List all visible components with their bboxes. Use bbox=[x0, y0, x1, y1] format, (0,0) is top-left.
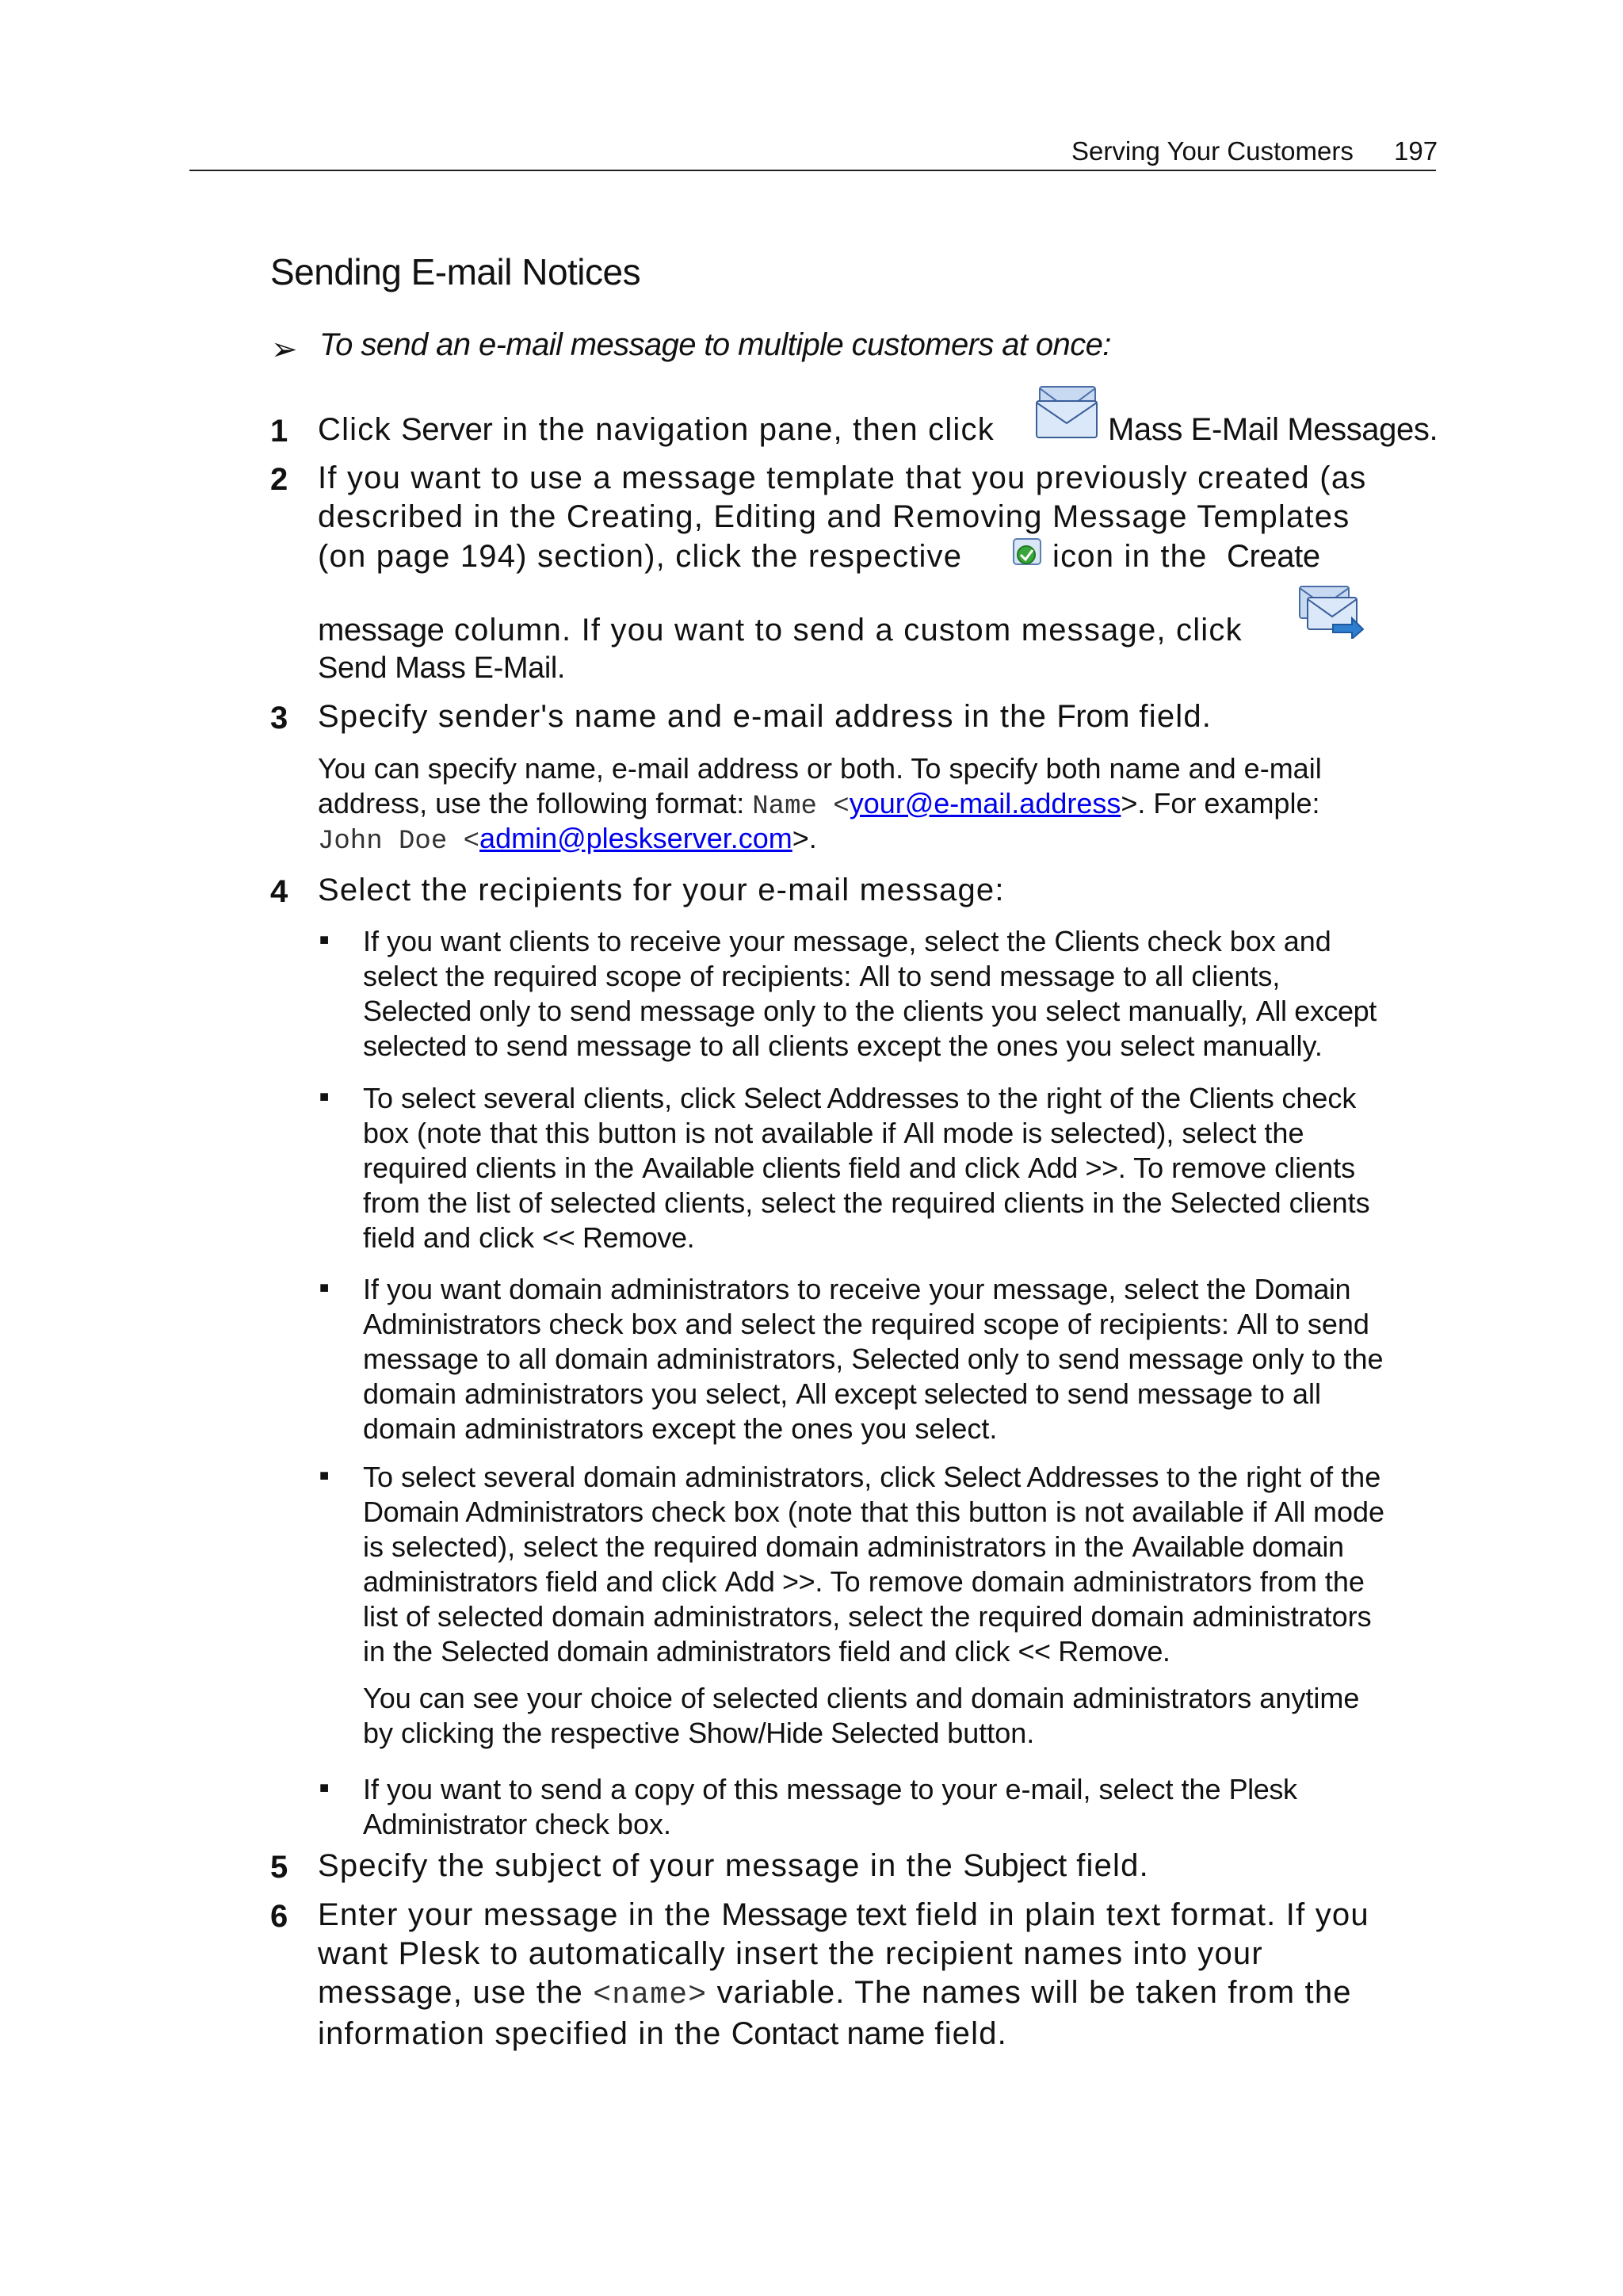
step-text: Click bbox=[318, 412, 401, 447]
bullet-line: by clicking the respective Show/Hide Selected button. bbox=[363, 1717, 1035, 1749]
bullet-plesk-admin bbox=[363, 1772, 1441, 1842]
send-mass-email-icon[interactable] bbox=[1296, 583, 1365, 639]
step-2-line: If you want to use a message template that you previously created (as bbox=[318, 460, 1367, 495]
bullet-line: required clients in the Available clients field and click Add >>. To remove clients bbox=[363, 1152, 1356, 1184]
step-number: 5 bbox=[270, 1850, 288, 1885]
bullet-select-domain-admins bbox=[363, 1460, 1441, 1669]
show-hide-note bbox=[363, 1681, 1441, 1751]
step-6 bbox=[318, 1896, 1443, 2053]
bullet-line: Administrators check box and select the required scope of recipients: All to send bbox=[363, 1308, 1369, 1340]
bullet-line: To select several domain administrators, click Select Addresses to the right of the bbox=[363, 1461, 1381, 1493]
step-3-note-line bbox=[318, 821, 1443, 859]
bullet-line: domain administrators you select, All except selected to send message to all bbox=[363, 1377, 1322, 1410]
header-rule bbox=[189, 170, 1436, 171]
step-number: 6 bbox=[270, 1899, 288, 1934]
step-number: 2 bbox=[270, 462, 288, 497]
bullet-line: To select several clients, click Select Addresses to the right of the Clients check bbox=[363, 1082, 1357, 1114]
bullet-line: You can see your choice of selected clients and domain administrators anytime bbox=[363, 1682, 1360, 1714]
bullet-line: in the Selected domain administrators field and click << Remove. bbox=[363, 1635, 1170, 1668]
bullet-line: from the list of selected clients, select the required clients in the Selected clients bbox=[363, 1186, 1370, 1219]
bullet-line: message to all domain administrators, Selected only to send message only to the bbox=[363, 1343, 1384, 1375]
example-email-link[interactable]: admin@pleskserver.com bbox=[479, 822, 792, 854]
step-2-line: (on page 194) section), click the respective bbox=[318, 539, 963, 574]
step-number: 3 bbox=[270, 701, 288, 735]
use-template-icon[interactable] bbox=[1010, 536, 1045, 571]
step-2-line: icon in the bbox=[1052, 539, 1208, 574]
format-email-link[interactable]: your@e-mail.address bbox=[849, 787, 1121, 819]
ui-term: Server bbox=[400, 412, 493, 447]
example-code: John Doe < bbox=[318, 827, 480, 857]
step-text: in the navigation pane, then click bbox=[492, 412, 995, 447]
send-mass-email-term: Send Mass E-Mail. bbox=[318, 651, 566, 685]
page-number: 197 bbox=[1394, 136, 1438, 166]
bullet-line: box (note that this button is not available if All mode is selected), select the bbox=[363, 1117, 1304, 1149]
step-2-line bbox=[318, 611, 1443, 650]
bullet-line: field and click << Remove. bbox=[363, 1221, 695, 1254]
bullet-marker: ■ bbox=[319, 1088, 330, 1106]
bullet-line: Domain Administrators check box (note that this button is not available if All mode bbox=[363, 1496, 1385, 1528]
note-text: address, use the following format: bbox=[318, 787, 753, 819]
note-text: >. bbox=[792, 822, 817, 854]
task-arrow-icon: ➢ bbox=[271, 332, 298, 367]
bullet-line: list of selected domain administrators, select the required domain administrators bbox=[363, 1600, 1372, 1633]
create-message-term: Create bbox=[1227, 539, 1320, 574]
step-3-note-line bbox=[318, 786, 1443, 824]
bullet-line: If you want to send a copy of this message to your e-mail, select the Plesk bbox=[363, 1773, 1297, 1805]
step-3 bbox=[318, 697, 1443, 736]
step-number: 4 bbox=[270, 874, 288, 909]
bullet-line: Administrator check box. bbox=[363, 1808, 671, 1840]
step-line: want Plesk to automatically insert the recipient names into your bbox=[318, 1936, 1263, 1971]
ui-term: message bbox=[318, 613, 445, 648]
bullet-line: is selected), select the required domain administrators in the Available domain bbox=[363, 1530, 1344, 1563]
bullet-marker: ■ bbox=[319, 1279, 330, 1297]
running-header-section: Serving Your Customers bbox=[1071, 136, 1354, 166]
task-heading: To send an e-mail message to multiple customers at once: bbox=[319, 327, 1111, 362]
step-2-line: described in the Creating, Editing and Removing Message Templates bbox=[318, 499, 1350, 534]
bullet-select-clients bbox=[363, 1081, 1441, 1255]
step-line: message, use the <name> variable. The names will be taken from the bbox=[318, 1975, 1352, 2012]
note-text: >. For example: bbox=[1121, 787, 1320, 819]
format-code: Name < bbox=[752, 792, 850, 822]
step-text: Specify the subject of your message in the bbox=[318, 1848, 964, 1883]
bullet-line: domain administrators except the ones you select. bbox=[363, 1412, 998, 1445]
step-number: 1 bbox=[270, 414, 288, 449]
bullet-line: Selected only to send message only to the clients you select manually, All except bbox=[363, 995, 1377, 1027]
step-line: Enter your message in the Message text field in plain text format. If you bbox=[318, 1897, 1369, 1932]
section-title: Sending E-mail Notices bbox=[270, 251, 641, 292]
step-3-note-line: You can specify name, e-mail address or both. To specify both name and e-mail bbox=[318, 752, 1322, 785]
bullet-marker: ■ bbox=[319, 1467, 330, 1484]
step-line: information specified in the Contact name field. bbox=[318, 2016, 1007, 2051]
bullet-domain-admins bbox=[363, 1272, 1441, 1446]
bullet-line: If you want clients to receive your message, select the Clients check box and bbox=[363, 925, 1331, 957]
bullet-line: If you want domain administrators to receive your message, select the Domain bbox=[363, 1273, 1351, 1305]
mass-email-icon[interactable] bbox=[1035, 385, 1102, 441]
mass-email-messages-label: Mass E-Mail Messages. bbox=[1108, 412, 1438, 447]
step-text: field. bbox=[1066, 1848, 1149, 1883]
step-5 bbox=[318, 1847, 1443, 1885]
step-text: Specify sender's name and e-mail address in the bbox=[318, 699, 1057, 734]
step-4: Select the recipients for your e-mail message: bbox=[318, 873, 1005, 907]
ui-term: Subject bbox=[963, 1848, 1067, 1883]
bullet-line: selected to send message to all clients except the ones you select manually. bbox=[363, 1030, 1323, 1062]
bullet-line: select the required scope of recipients: All to send message to all clients, bbox=[363, 960, 1281, 992]
bullet-line: administrators field and click Add >>. To remove domain administrators from the bbox=[363, 1565, 1365, 1598]
bullet-clients bbox=[363, 924, 1441, 1064]
bullet-marker: ■ bbox=[319, 1779, 330, 1797]
step-text: field. bbox=[1129, 699, 1212, 734]
step-text: column. If you want to send a custom message, click bbox=[453, 613, 1243, 648]
bullet-marker: ■ bbox=[319, 931, 330, 949]
ui-term: From bbox=[1056, 699, 1130, 734]
